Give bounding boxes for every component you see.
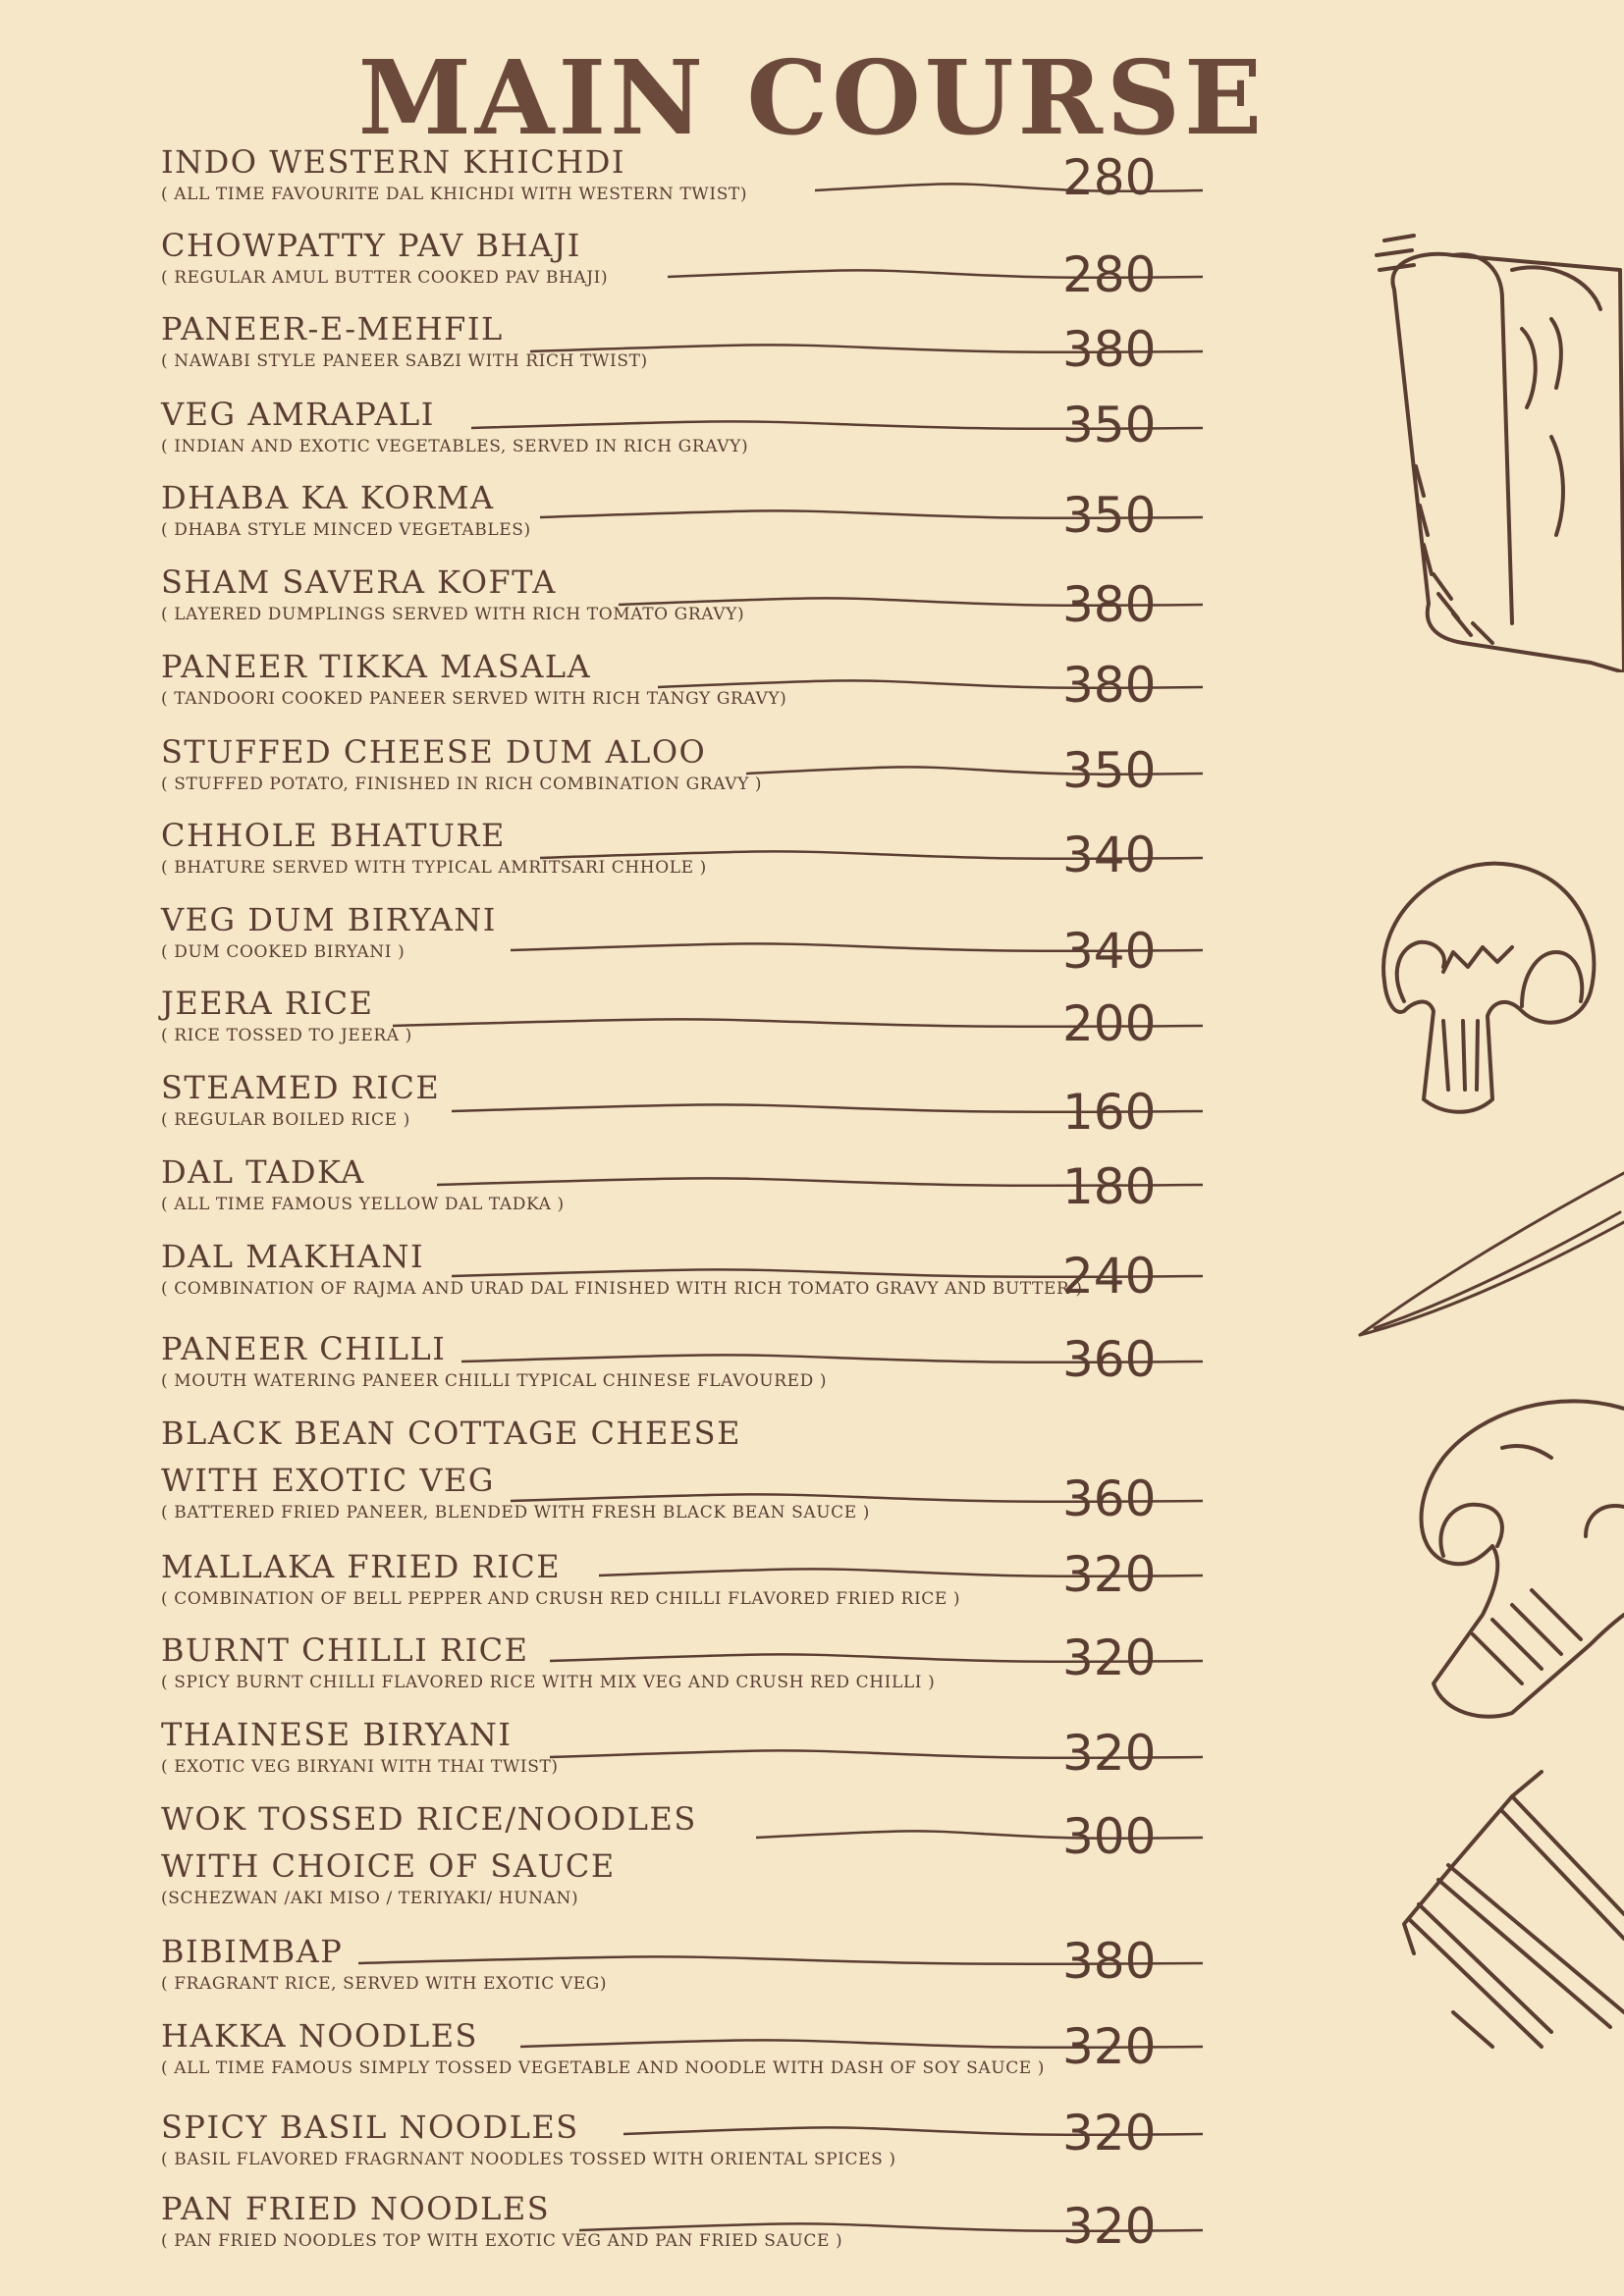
menu-item-price: 320 [1062, 2018, 1157, 2075]
menu-item-description: ( STUFFED POTATO, FINISHED IN RICH COMBINATION GRAVY ) [161, 774, 763, 794]
leader-line [393, 1014, 1203, 1034]
menu-item-price: 340 [1062, 923, 1157, 980]
leader-line [550, 1745, 1203, 1765]
menu-item-price: 320 [1062, 1629, 1157, 1686]
menu-item-description: (SCHEZWAN /AKI MISO / TERIYAKI/ HUNAN) [161, 1889, 579, 1908]
menu-item-name: PANEER TIKKA MASALA [161, 648, 592, 685]
menu-item-price: 350 [1062, 397, 1157, 454]
leader-line [511, 1489, 1203, 1509]
knife-sketch-icon [1355, 1163, 1624, 1345]
mushroom-sketch-icon [1375, 854, 1600, 1119]
leader-line [452, 1099, 1203, 1119]
menu-item-name: PANEER-E-MEHFIL [161, 310, 504, 347]
leader-line [358, 1951, 1203, 1971]
leader-line [530, 340, 1203, 359]
leader-line [815, 179, 1203, 198]
menu-item-description: ( DUM COOKED BIRYANI ) [161, 942, 406, 962]
menu-item-name: CHHOLE BHATURE [161, 817, 506, 854]
menu-item-description: ( PAN FRIED NOODLES TOP WITH EXOTIC VEG AND PAN FRIED SAUCE ) [161, 2231, 843, 2251]
menu-item-price: 380 [1062, 657, 1157, 714]
menu-item-price: 200 [1062, 995, 1157, 1052]
menu-item-name: BURNT CHILLI RICE [161, 1631, 529, 1669]
leader-line [437, 1173, 1203, 1193]
menu-item-name: SHAM SAVERA KOFTA [161, 563, 557, 601]
menu-item-description: ( ALL TIME FAVOURITE DAL KHICHDI WITH WESTERN TWIST) [161, 185, 748, 204]
menu-item-description: ( COMBINATION OF BELL PEPPER AND CRUSH RED CHILLI FLAVORED FRIED RICE ) [161, 1589, 961, 1609]
menu-item-description: ( REGULAR BOILED RICE ) [161, 1110, 410, 1130]
menu-item-price: 280 [1062, 246, 1157, 303]
menu-item-description: ( ALL TIME FAMOUS YELLOW DAL TADKA ) [161, 1195, 565, 1214]
menu-item-name: WITH EXOTIC VEG [161, 1462, 495, 1499]
menu-item-price: 320 [1062, 1546, 1157, 1603]
menu-item-name: DHABA KA KORMA [161, 479, 495, 516]
menu-item-name: HAKKA NOODLES [161, 2017, 478, 2055]
menu-item-name: PANEER CHILLI [161, 1330, 447, 1367]
leader-line [461, 1350, 1203, 1369]
menu-item-name: CHOWPATTY PAV BHAJI [161, 227, 581, 264]
menu-item-description: ( EXOTIC VEG BIRYANI WITH THAI TWIST) [161, 1757, 559, 1777]
menu-item-description: ( BATTERED FRIED PANEER, BLENDED WITH FRESH BLACK BEAN SAUCE ) [161, 1503, 871, 1522]
menu-item-name: MALLAKA FRIED RICE [161, 1548, 562, 1585]
menu-item-description: ( MOUTH WATERING PANEER CHILLI TYPICAL CHINESE FLAVOURED ) [161, 1371, 828, 1391]
menu-item-price: 380 [1062, 576, 1157, 633]
menu-item-description: ( NAWABI STYLE PANEER SABZI WITH RICH TWIST) [161, 351, 648, 371]
menu-item-name: WITH CHOICE OF SAUCE [161, 1847, 616, 1885]
leader-line [623, 2122, 1203, 2142]
bread-loaf-sketch-icon [1355, 211, 1624, 672]
menu-item-name: VEG AMRAPALI [161, 396, 435, 433]
leader-line [668, 265, 1203, 285]
leader-line [520, 2035, 1203, 2055]
menu-item-description: ( INDIAN AND EXOTIC VEGETABLES, SERVED IN RICH GRAVY) [161, 437, 749, 456]
menu-item-description: ( BHATURE SERVED WITH TYPICAL AMRITSARI CHHOLE ) [161, 858, 707, 878]
menu-item-name: DAL MAKHANI [161, 1238, 425, 1275]
leader-line [511, 938, 1203, 958]
menu-item-price: 360 [1062, 1470, 1157, 1527]
menu-item-name: WOK TOSSED RICE/NOODLES [161, 1800, 697, 1838]
leader-line [452, 1264, 1203, 1284]
menu-item-price: 360 [1062, 1331, 1157, 1388]
menu-item-description: ( LAYERED DUMPLINGS SERVED WITH RICH TOMATO GRAVY) [161, 605, 745, 624]
leader-line [471, 416, 1203, 436]
leader-line [550, 1649, 1203, 1669]
menu-item-name: THAINESE BIRYANI [161, 1716, 513, 1753]
leader-line [746, 762, 1203, 781]
menu-item-name: SPICY BASIL NOODLES [161, 2109, 579, 2146]
leader-line [540, 846, 1203, 866]
leader-line [619, 593, 1203, 613]
menu-item-name: STUFFED CHEESE DUM ALOO [161, 733, 707, 771]
menu-item-description: ( REGULAR AMUL BUTTER COOKED PAV BHAJI) [161, 268, 609, 288]
menu-item-price: 340 [1062, 827, 1157, 883]
menu-item-price: 320 [1062, 1725, 1157, 1782]
menu-item-description: ( SPICY BURNT CHILLI FLAVORED RICE WITH MIX VEG AND CRUSH RED CHILLI ) [161, 1673, 936, 1692]
menu-item-price: 280 [1062, 149, 1157, 206]
menu-item-price: 300 [1062, 1808, 1157, 1865]
menu-item-price: 380 [1062, 321, 1157, 378]
menu-item-price: 350 [1062, 742, 1157, 799]
fork-sketch-icon [1394, 1757, 1624, 2052]
mushroom-sketch-icon [1414, 1389, 1624, 1723]
menu-item-name: JEERA RICE [161, 985, 374, 1022]
menu-item-price: 350 [1062, 487, 1157, 544]
menu-item-description: ( DHABA STYLE MINCED VEGETABLES) [161, 520, 531, 540]
menu-item-description: ( COMBINATION OF RAJMA AND URAD DAL FINISHED WITH RICH TOMATO GRAVY AND BUTTER ) [161, 1279, 1083, 1299]
menu-item-name: INDO WESTERN KHICHDI [161, 143, 625, 181]
menu-item-name: DAL TADKA [161, 1153, 365, 1191]
page-title: MAIN COURSE [357, 37, 1267, 158]
menu-item-price: 320 [1062, 2198, 1157, 2255]
menu-item-name: BIBIMBAP [161, 1933, 344, 1970]
menu-item-name: VEG DUM BIRYANI [161, 901, 497, 938]
menu-item-price: 320 [1062, 2105, 1157, 2162]
menu-item-name: PAN FRIED NOODLES [161, 2190, 551, 2227]
menu-item-description: ( ALL TIME FAMOUS SIMPLY TOSSED VEGETABLE AND NOODLE WITH DASH OF SOY SAUCE ) [161, 2058, 1046, 2078]
leader-line [579, 2218, 1203, 2238]
menu-item-description: ( RICE TOSSED TO JEERA ) [161, 1026, 412, 1045]
menu-item-description: ( FRAGRANT RICE, SERVED WITH EXOTIC VEG) [161, 1974, 608, 1994]
leader-line [540, 506, 1203, 525]
menu-item-price: 380 [1062, 1933, 1157, 1990]
leader-line [756, 1826, 1203, 1845]
menu-item-price: 160 [1062, 1084, 1157, 1141]
menu-item-name: BLACK BEAN COTTAGE CHEESE [161, 1415, 741, 1452]
menu-item-name: STEAMED RICE [161, 1069, 441, 1106]
menu-item-price: 180 [1062, 1158, 1157, 1215]
leader-line [658, 675, 1203, 695]
menu-item-description: ( TANDOORI COOKED PANEER SERVED WITH RICH TANGY GRAVY) [161, 689, 787, 709]
leader-line [599, 1564, 1203, 1583]
menu-item-price: 240 [1062, 1248, 1157, 1305]
menu-item-description: ( BASIL FLAVORED FRAGRNANT NOODLES TOSSED WITH ORIENTAL SPICES ) [161, 2150, 896, 2169]
